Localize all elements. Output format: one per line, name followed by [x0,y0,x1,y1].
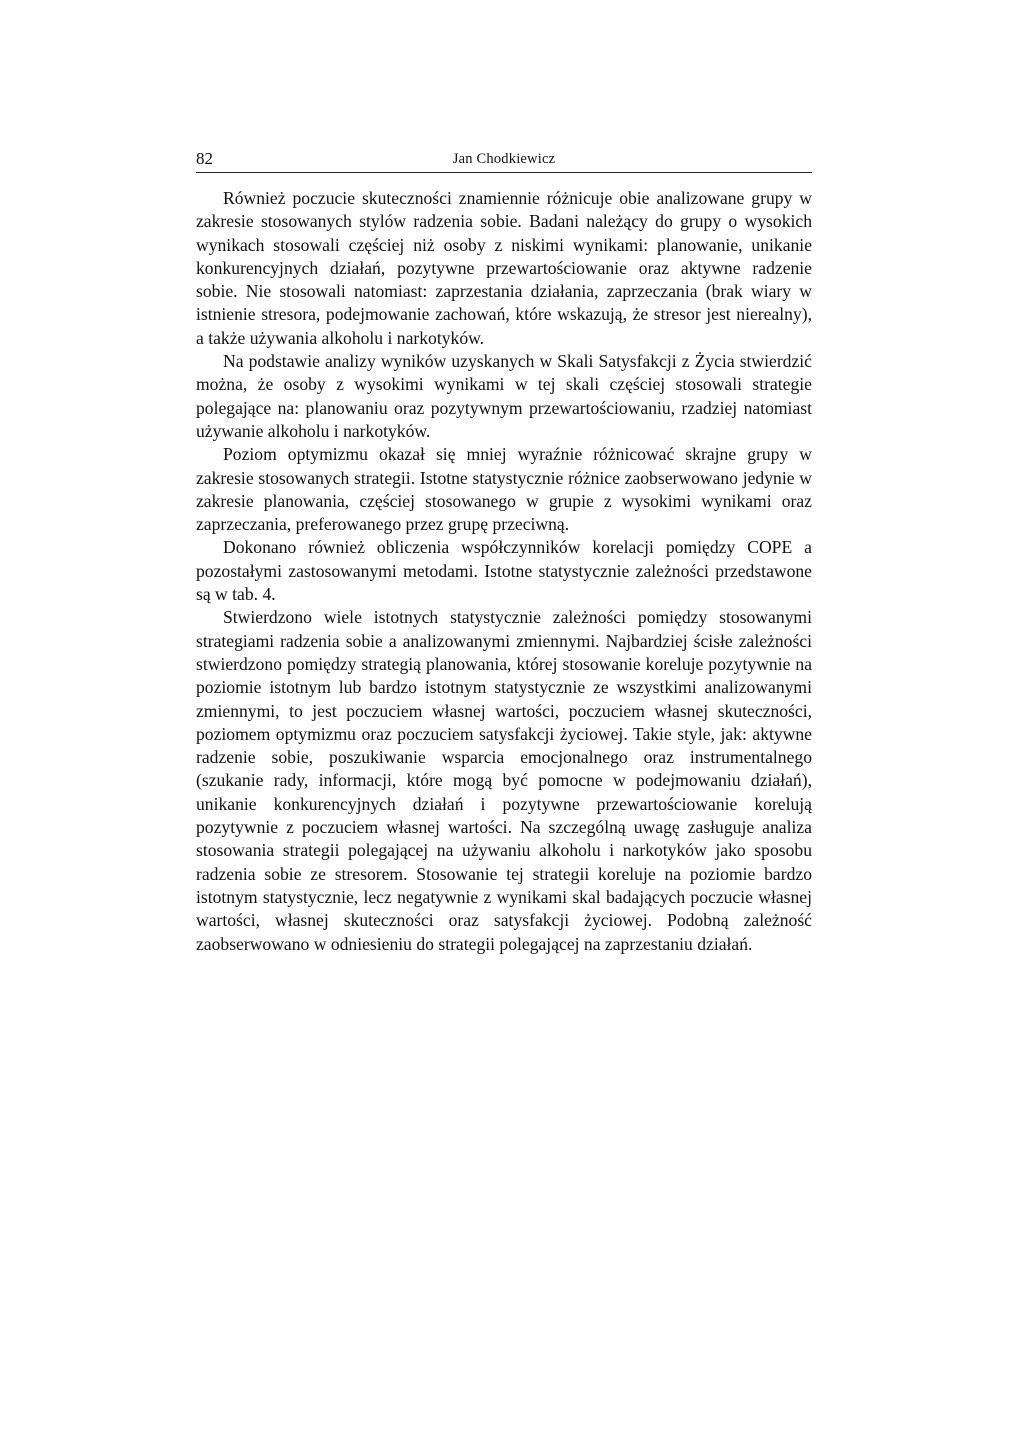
paragraph: Stwierdzono wiele istotnych statystycznie zależności pomiędzy stosowanymi strategiami radzenia sobie a analizowanymi zmiennymi. Najbardziej ścisłe zależności stwierdzono pomiędzy strategią planowania, której stosowanie koreluje pozytywnie na poziomie istotnym lub bardzo istotnym statystycznie ze wszystkimi analizowanymi zmiennymi, to jest poczuciem własnej wartości, poczuciem własnej skuteczności, poziomem optymizmu oraz poczuciem satysfakcji życiowej. Takie style, jak: aktywne radzenie sobie, poszukiwanie wsparcia emocjonalnego oraz instrumentalnego (szukanie rady, informacji, które mogą być pomocne w podejmowaniu działań), unikanie konkurencyjnych działań i pozytywne przewartościowanie korelują pozytywnie z poczuciem własnej wartości. Na szczególną uwagę zasługuje analiza stosowania strategii polegającej na używaniu alkoholu i narkotyków jako sposobu radzenia sobie ze stresorem. Stosowanie tej strategii koreluje na poziomie bardzo istotnym statystycznie, lecz negatywnie z wynikami skal badających poczucie własnej wartości, własnej skuteczności oraz satysfakcji życiowej. Podobną zależność zaobserwowano w odniesieniu do strategii polegającej na zaprzestaniu działań. [196,607,812,954]
page-number: 82 [196,149,213,168]
running-head-author: Jan Chodkiewicz [452,151,556,167]
paragraph: Na podstawie analizy wyników uzyskanych w Skali Satysfakcji z Życia stwierdzić można, że osoby z wysokimi wynikami w tej skali częściej stosowali strategie polegające na: planowaniu oraz pozytywnym przewartościowaniu, rzadziej natomiast używanie alkoholu i narkotyków. [196,351,812,441]
running-header [196,146,812,173]
document-page [196,146,812,956]
paragraph: Dokonano również obliczenia współczynników korelacji pomiędzy COPE a pozostałymi zastosowanymi metodami. Istotne statystycznie zależności przedstawone są w tab. 4. [196,537,812,605]
body-text [196,187,812,956]
paragraph: Poziom optymizmu okazał się mniej wyraźnie różnicować skrajne grupy w zakresie stosowanych strategii. Istotne statystycznie różnice zaobserwowano jedynie w zakresie planowania, częściej stosowanego w grupie z wysokimi wynikami oraz zaprzeczania, preferowanego przez grupę przeciwną. [196,444,812,535]
paragraph: Również poczucie skuteczności znamiennie różnicuje obie analizowane grupy w zakresie stosowanych stylów radzenia sobie. Badani należący do grupy o wysokich wynikach stosowali częściej niż osoby z niskimi wynikami: planowanie, unikanie konkurencyjnych działań, pozytywne przewartościowanie oraz aktywne radzenie sobie. Nie stosowali natomiast: zaprzestania działania, zaprzeczania (brak wiary w istnienie stresora, podejmowanie zachowań, które wskazują, że stresor jest nierealny), a także używania alkoholu i narkotyków. [196,188,812,348]
